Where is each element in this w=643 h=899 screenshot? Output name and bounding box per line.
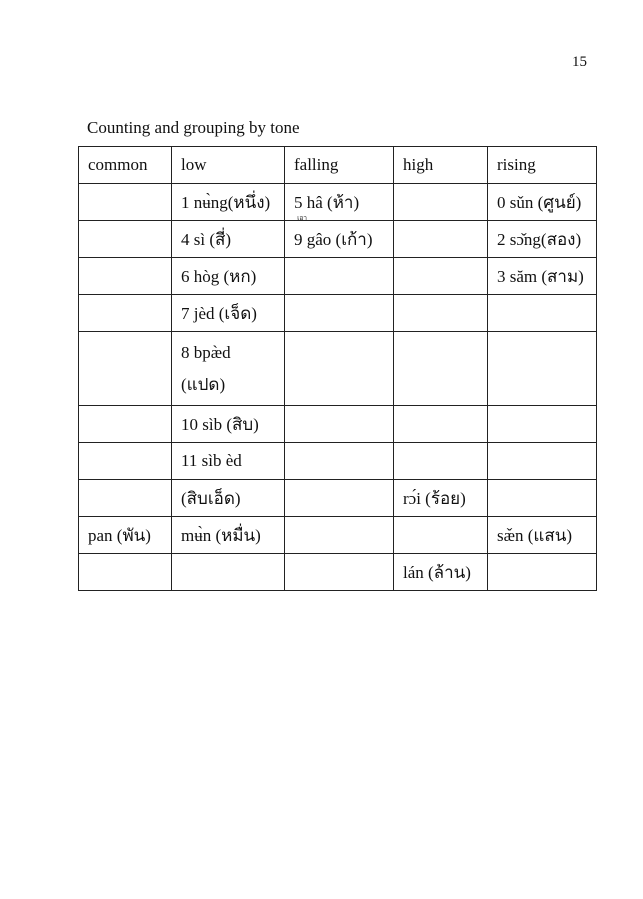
table-cell xyxy=(285,480,394,517)
table-cell xyxy=(79,443,172,480)
header-row xyxy=(79,147,597,184)
table-cell xyxy=(488,443,597,480)
table-row xyxy=(79,554,597,591)
cell-text: 5 hâ (ห้า) xyxy=(294,192,360,212)
table-cell: 11 sìb èd xyxy=(172,443,285,480)
tone-arrow-icon: เอา xyxy=(297,213,307,221)
table-cell xyxy=(172,184,285,221)
table-row xyxy=(79,332,597,406)
header-rising: rising xyxy=(488,147,597,184)
table-cell xyxy=(394,295,488,332)
table-cell xyxy=(285,517,394,554)
table-cell: 8 bpæ̀d (แปด) xyxy=(172,332,285,406)
table-cell: rɔ́i (ร้อย) xyxy=(394,480,488,517)
cell-text: 9 gâo (เก้า) xyxy=(294,229,373,249)
table-caption: Counting and grouping by tone xyxy=(87,118,300,137)
table-cell xyxy=(488,295,597,332)
table-row xyxy=(79,480,597,517)
tone-table xyxy=(78,146,597,591)
header-high: high xyxy=(394,147,488,184)
table-cell xyxy=(285,221,394,258)
table-cell xyxy=(79,221,172,258)
table-cell xyxy=(172,221,285,258)
table-cell xyxy=(79,295,172,332)
table-cell xyxy=(488,554,597,591)
table-cell xyxy=(285,258,394,295)
table-cell xyxy=(394,517,488,554)
cell-text: 2 sɔ̌ng(สอง) xyxy=(497,229,582,249)
table-row xyxy=(79,258,597,295)
table-cell xyxy=(394,332,488,406)
table-cell xyxy=(394,184,488,221)
table-cell: lán (ล้าน) xyxy=(394,554,488,591)
table-cell xyxy=(394,406,488,443)
table-cell xyxy=(285,295,394,332)
table-row xyxy=(79,406,597,443)
table-cell xyxy=(488,221,597,258)
table-cell xyxy=(285,443,394,480)
table-cell xyxy=(172,554,285,591)
table-cell: 10 sìb (สิบ) xyxy=(172,406,285,443)
cell-text: 1 nʉ̀ng(หนึ่ง) xyxy=(181,192,271,212)
table-cell xyxy=(488,332,597,406)
table-cell xyxy=(488,184,597,221)
table-cell: 6 hòg (หก) xyxy=(172,258,285,295)
table-cell xyxy=(488,406,597,443)
table-cell: (สิบเอ็ด) xyxy=(172,480,285,517)
header-falling: falling xyxy=(285,147,394,184)
table-cell xyxy=(394,258,488,295)
table-cell xyxy=(285,184,394,221)
table-cell xyxy=(394,443,488,480)
table-cell: pan (พัน) xyxy=(79,517,172,554)
table-cell xyxy=(79,406,172,443)
table-cell: 3 săm (สาม) xyxy=(488,258,597,295)
table-row xyxy=(79,517,597,554)
table-row xyxy=(79,295,597,332)
table-cell xyxy=(285,554,394,591)
table-cell: mʉ̀n (หมื่น) xyxy=(172,517,285,554)
page-number: 15 xyxy=(572,54,587,70)
table-cell xyxy=(79,258,172,295)
table-cell xyxy=(285,332,394,406)
table-row xyxy=(79,443,597,480)
table-cell xyxy=(79,554,172,591)
table-row xyxy=(79,221,597,258)
table-cell xyxy=(394,221,488,258)
table-row xyxy=(79,184,597,221)
table-cell: 7 jèd (เจ็ด) xyxy=(172,295,285,332)
table-cell xyxy=(285,406,394,443)
table-cell xyxy=(79,184,172,221)
table-cell: sæ̌n (แสน) xyxy=(488,517,597,554)
header-common: common xyxy=(79,147,172,184)
cell-text: 4 sì (สี่) xyxy=(181,229,232,249)
table-cell xyxy=(79,332,172,406)
table-cell xyxy=(488,480,597,517)
cell-text: 0 sǔn (ศูนย์) xyxy=(497,192,582,212)
table-cell xyxy=(79,480,172,517)
header-low: low xyxy=(172,147,285,184)
